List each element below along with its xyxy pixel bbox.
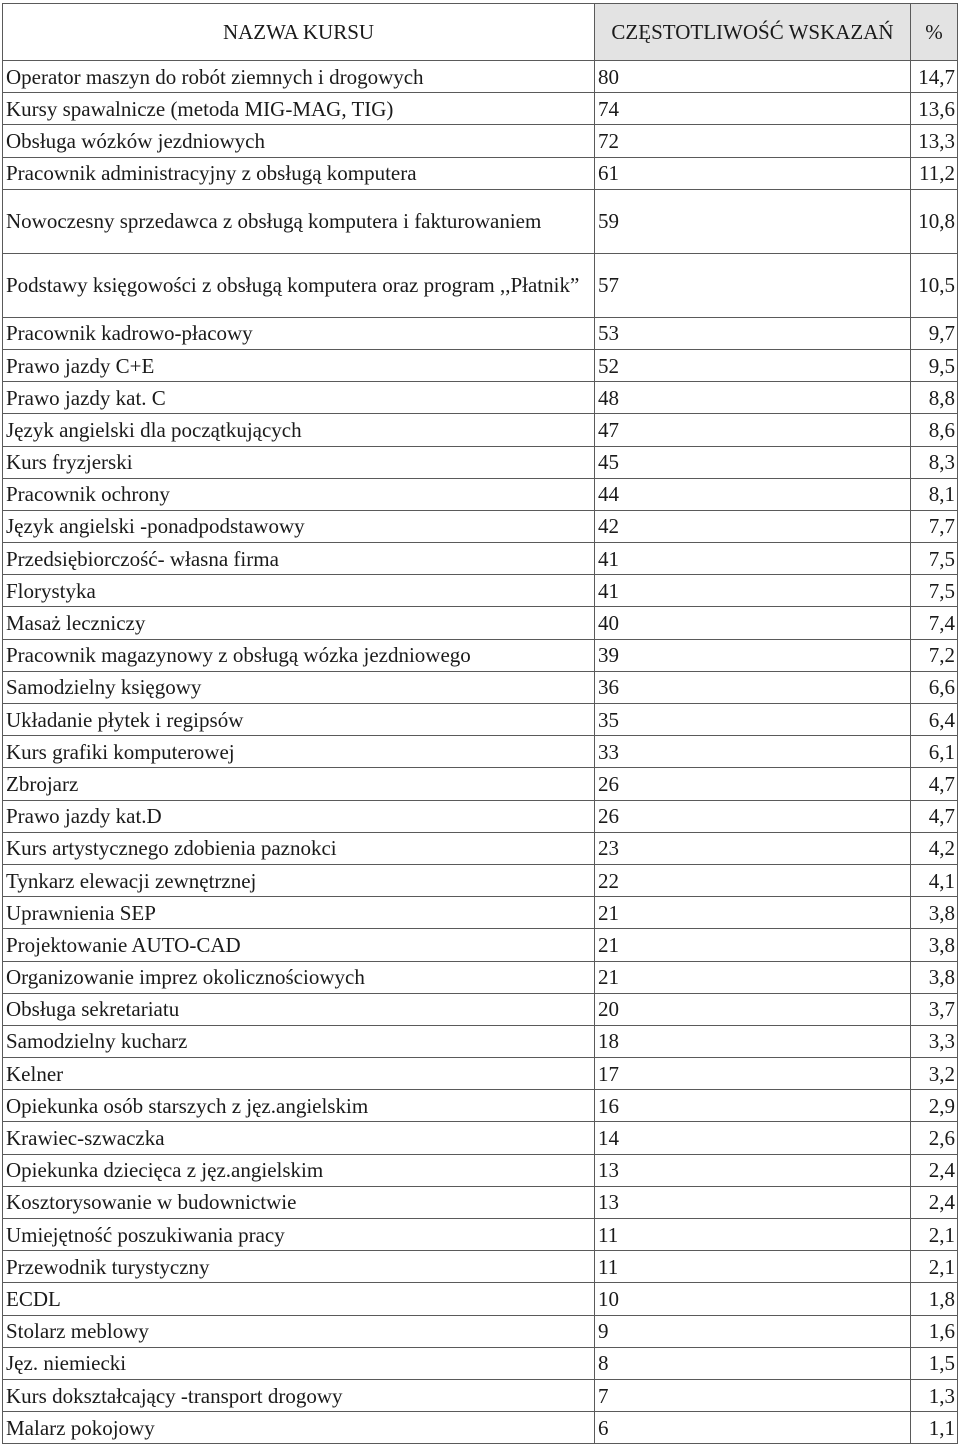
percent-cell: 7,7 (911, 510, 958, 542)
frequency-cell: 35 (595, 704, 911, 736)
percent-cell: 7,5 (911, 575, 958, 607)
percent-cell: 4,2 (911, 832, 958, 864)
percent-cell: 13,3 (911, 125, 958, 157)
percent-cell: 8,3 (911, 446, 958, 478)
frequency-cell: 20 (595, 993, 911, 1025)
table-row (3, 157, 958, 189)
table-row (3, 800, 958, 832)
header-course-name: NAZWA KURSU (3, 4, 595, 61)
frequency-cell: 52 (595, 349, 911, 381)
course-name-cell: Kurs artystycznego zdobienia paznokci (3, 832, 595, 864)
percent-cell: 1,1 (911, 1412, 958, 1444)
course-name-cell: Pracownik kadrowo-płacowy (3, 317, 595, 349)
header-frequency: CZĘSTOTLIWOŚĆ WSKAZAŃ (595, 4, 911, 61)
frequency-cell: 22 (595, 864, 911, 896)
percent-cell: 7,4 (911, 607, 958, 639)
course-name-cell: Podstawy księgowości z obsługą komputera oraz program ,,Płatnik” (3, 253, 595, 317)
frequency-cell: 6 (595, 1412, 911, 1444)
percent-cell: 2,4 (911, 1154, 958, 1186)
frequency-cell: 36 (595, 671, 911, 703)
course-name-cell: ECDL (3, 1283, 595, 1315)
table-row (3, 575, 958, 607)
course-name-cell: Pracownik ochrony (3, 478, 595, 510)
course-name-cell: Kosztorysowanie w budownictwie (3, 1186, 595, 1218)
percent-cell: 3,3 (911, 1025, 958, 1057)
percent-cell: 7,2 (911, 639, 958, 671)
percent-cell: 8,6 (911, 414, 958, 446)
table-row (3, 1379, 958, 1411)
frequency-cell: 11 (595, 1251, 911, 1283)
table-row (3, 768, 958, 800)
frequency-cell: 8 (595, 1347, 911, 1379)
table-row (3, 1025, 958, 1057)
frequency-cell: 11 (595, 1219, 911, 1251)
table-body (3, 61, 958, 1444)
course-name-cell: Krawiec-szwaczka (3, 1122, 595, 1154)
table-row (3, 993, 958, 1025)
frequency-cell: 72 (595, 125, 911, 157)
table-row (3, 125, 958, 157)
course-name-cell: Obsługa sekretariatu (3, 993, 595, 1025)
percent-cell: 6,4 (911, 704, 958, 736)
course-name-cell: Przewodnik turystyczny (3, 1251, 595, 1283)
table-row (3, 704, 958, 736)
percent-cell: 8,8 (911, 382, 958, 414)
percent-cell: 3,8 (911, 961, 958, 993)
frequency-cell: 21 (595, 961, 911, 993)
frequency-cell: 17 (595, 1058, 911, 1090)
course-name-cell: Samodzielny księgowy (3, 671, 595, 703)
percent-cell: 13,6 (911, 93, 958, 125)
frequency-cell: 40 (595, 607, 911, 639)
percent-cell: 1,6 (911, 1315, 958, 1347)
table-row (3, 671, 958, 703)
percent-cell: 2,6 (911, 1122, 958, 1154)
course-name-cell: Przedsiębiorczość- własna firma (3, 543, 595, 575)
table-row (3, 1412, 958, 1444)
percent-cell: 2,4 (911, 1186, 958, 1218)
course-frequency-table (2, 3, 958, 1444)
frequency-cell: 23 (595, 832, 911, 864)
course-name-cell: Opiekunka dziecięca z jęz.angielskim (3, 1154, 595, 1186)
frequency-cell: 33 (595, 736, 911, 768)
frequency-cell: 21 (595, 929, 911, 961)
frequency-cell: 44 (595, 478, 911, 510)
table-row (3, 1154, 958, 1186)
course-name-cell: Język angielski -ponadpodstawowy (3, 510, 595, 542)
frequency-cell: 21 (595, 897, 911, 929)
percent-cell: 9,5 (911, 349, 958, 381)
course-name-cell: Pracownik administracyjny z obsługą komputera (3, 157, 595, 189)
frequency-cell: 42 (595, 510, 911, 542)
table-row (3, 961, 958, 993)
percent-cell: 4,7 (911, 768, 958, 800)
percent-cell: 11,2 (911, 157, 958, 189)
course-name-cell: Kursy spawalnicze (metoda MIG-MAG, TIG) (3, 93, 595, 125)
percent-cell: 14,7 (911, 61, 958, 93)
percent-cell: 10,8 (911, 189, 958, 253)
table-row (3, 543, 958, 575)
header-row (3, 4, 958, 61)
frequency-cell: 18 (595, 1025, 911, 1057)
course-name-cell: Obsługa wózków jezdniowych (3, 125, 595, 157)
percent-cell: 3,7 (911, 993, 958, 1025)
table-row (3, 253, 958, 317)
percent-cell: 3,8 (911, 929, 958, 961)
course-name-cell: Organizowanie imprez okolicznościowych (3, 961, 595, 993)
table-row (3, 1058, 958, 1090)
percent-cell: 10,5 (911, 253, 958, 317)
table-row (3, 1090, 958, 1122)
percent-cell: 6,6 (911, 671, 958, 703)
table-row (3, 1251, 958, 1283)
table-row (3, 832, 958, 864)
frequency-cell: 48 (595, 382, 911, 414)
table-row (3, 93, 958, 125)
frequency-cell: 13 (595, 1154, 911, 1186)
table-row (3, 349, 958, 381)
course-name-cell: Malarz pokojowy (3, 1412, 595, 1444)
table-row (3, 864, 958, 896)
frequency-cell: 53 (595, 317, 911, 349)
percent-cell: 1,3 (911, 1379, 958, 1411)
frequency-cell: 41 (595, 543, 911, 575)
course-name-cell: Projektowanie AUTO-CAD (3, 929, 595, 961)
course-name-cell: Nowoczesny sprzedawca z obsługą komputera i fakturowaniem (3, 189, 595, 253)
percent-cell: 3,2 (911, 1058, 958, 1090)
course-name-cell: Zbrojarz (3, 768, 595, 800)
course-name-cell: Tynkarz elewacji zewnętrznej (3, 864, 595, 896)
frequency-cell: 61 (595, 157, 911, 189)
frequency-cell: 45 (595, 446, 911, 478)
table-row (3, 446, 958, 478)
frequency-cell: 47 (595, 414, 911, 446)
course-name-cell: Kurs fryzjerski (3, 446, 595, 478)
table-row (3, 414, 958, 446)
percent-cell: 4,7 (911, 800, 958, 832)
header-percent: % (911, 4, 958, 61)
table-row (3, 1347, 958, 1379)
table-row (3, 478, 958, 510)
frequency-cell: 41 (595, 575, 911, 607)
table-row (3, 1219, 958, 1251)
frequency-cell: 13 (595, 1186, 911, 1218)
table-row (3, 61, 958, 93)
percent-cell: 4,1 (911, 864, 958, 896)
course-name-cell: Prawo jazdy kat. C (3, 382, 595, 414)
course-name-cell: Umiejętność poszukiwania pracy (3, 1219, 595, 1251)
table-header (3, 4, 958, 61)
table-row (3, 639, 958, 671)
frequency-cell: 59 (595, 189, 911, 253)
percent-cell: 1,5 (911, 1347, 958, 1379)
percent-cell: 2,9 (911, 1090, 958, 1122)
frequency-cell: 7 (595, 1379, 911, 1411)
table-row (3, 1315, 958, 1347)
percent-cell: 2,1 (911, 1219, 958, 1251)
course-name-cell: Kelner (3, 1058, 595, 1090)
table-row (3, 736, 958, 768)
frequency-cell: 26 (595, 768, 911, 800)
frequency-cell: 39 (595, 639, 911, 671)
course-name-cell: Język angielski dla początkujących (3, 414, 595, 446)
frequency-cell: 14 (595, 1122, 911, 1154)
course-name-cell: Układanie płytek i regipsów (3, 704, 595, 736)
percent-cell: 1,8 (911, 1283, 958, 1315)
course-name-cell: Masaż leczniczy (3, 607, 595, 639)
table-row (3, 189, 958, 253)
course-name-cell: Kurs grafiki komputerowej (3, 736, 595, 768)
frequency-cell: 10 (595, 1283, 911, 1315)
course-name-cell: Uprawnienia SEP (3, 897, 595, 929)
table-row (3, 382, 958, 414)
course-name-cell: Prawo jazdy kat.D (3, 800, 595, 832)
course-name-cell: Stolarz meblowy (3, 1315, 595, 1347)
percent-cell: 6,1 (911, 736, 958, 768)
frequency-cell: 9 (595, 1315, 911, 1347)
course-name-cell: Samodzielny kucharz (3, 1025, 595, 1057)
percent-cell: 9,7 (911, 317, 958, 349)
course-name-cell: Jęz. niemiecki (3, 1347, 595, 1379)
table-row (3, 607, 958, 639)
table-row (3, 1122, 958, 1154)
frequency-cell: 80 (595, 61, 911, 93)
percent-cell: 7,5 (911, 543, 958, 575)
table-row (3, 1283, 958, 1315)
percent-cell: 3,8 (911, 897, 958, 929)
frequency-cell: 16 (595, 1090, 911, 1122)
frequency-cell: 74 (595, 93, 911, 125)
course-name-cell: Operator maszyn do robót ziemnych i drogowych (3, 61, 595, 93)
table-row (3, 897, 958, 929)
course-name-cell: Opiekunka osób starszych z jęz.angielskim (3, 1090, 595, 1122)
percent-cell: 8,1 (911, 478, 958, 510)
percent-cell: 2,1 (911, 1251, 958, 1283)
frequency-cell: 26 (595, 800, 911, 832)
course-name-cell: Pracownik magazynowy z obsługą wózka jezdniowego (3, 639, 595, 671)
table-row (3, 929, 958, 961)
table-row (3, 510, 958, 542)
course-name-cell: Kurs dokształcający -transport drogowy (3, 1379, 595, 1411)
course-name-cell: Prawo jazdy C+E (3, 349, 595, 381)
table-row (3, 1186, 958, 1218)
frequency-cell: 57 (595, 253, 911, 317)
table-row (3, 317, 958, 349)
course-name-cell: Florystyka (3, 575, 595, 607)
